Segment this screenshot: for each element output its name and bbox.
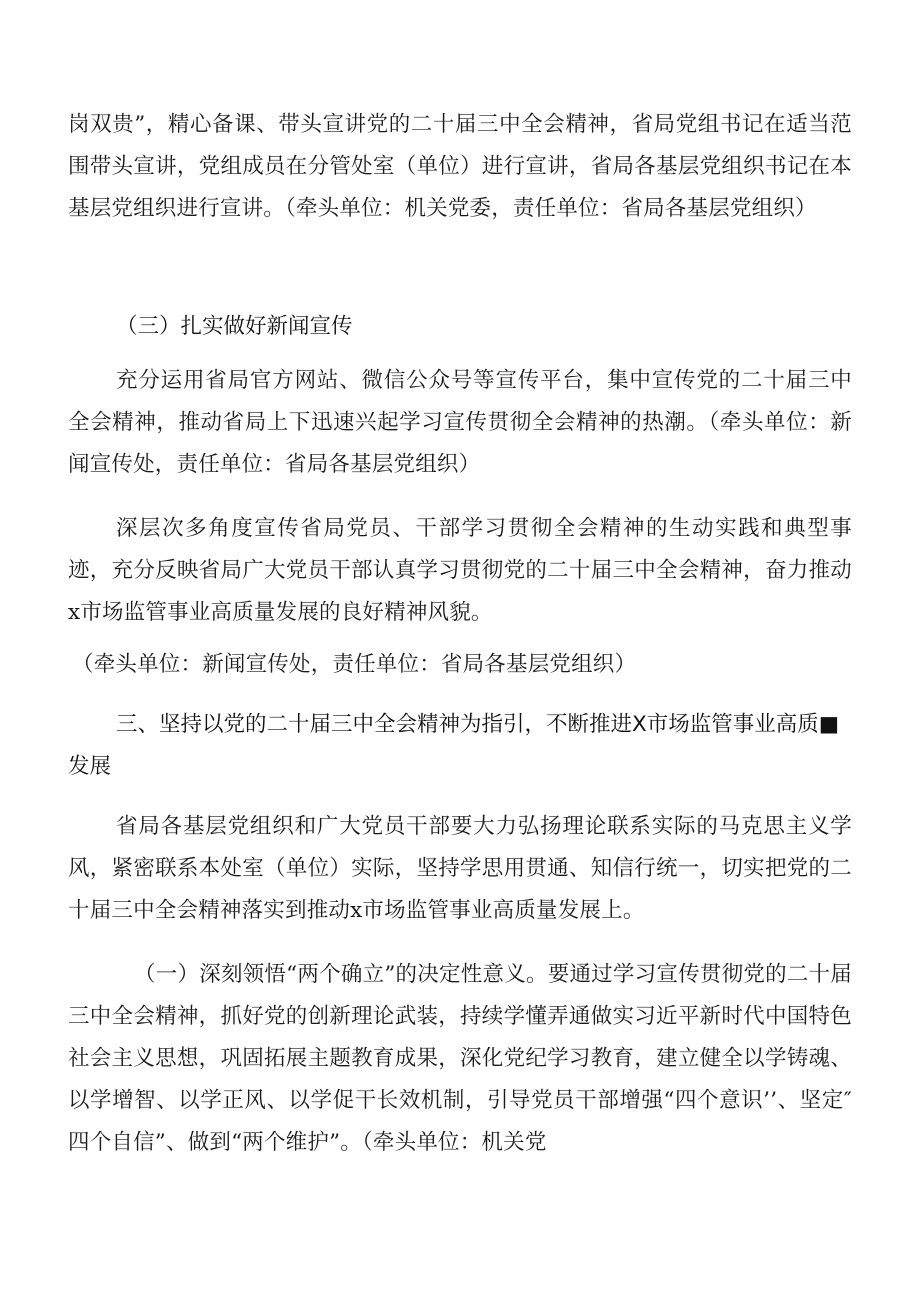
paragraph-party-study-style: 省局各基层党组织和广大党员干部要大力弘扬理论联系实际的马克思主义学风，紧密联系本处室（单位）实际，坚持学思用贯通、知信行统一，切实把党的二十届三中全会精神落实到推动x市场监管事业高质量发展上。 [68,814,852,923]
paragraph-two-establishments: （一）深刻领悟“两个确立”的决定性意义。要通过学习宣传贯彻党的二十届三中全会精神，抓好党的创新理论武装，持续学懂弄通做实习近平新时代中国特色社会主义思想，巩固拓展主题教育成果，深化党纪学习教育，建立健全以学铸魂、以学增智、以学正风、以学促干长效机制，引导党员干部增强“四个意识’’、坚定″四个自信”、做到“两个维护”。（牵头单位：机关党 [68,962,852,1155]
subheading-news-publicity: （三）扎实做好新闻宣传 [116,314,353,339]
paragraph-announcement-continued: 岗双贵”，精心备课、带头宣讲党的二十届三中全会精神，省局党组书记在适当范围带头宣讲，党组成员在分管处室（单位）进行宣讲，省局各基层党组织书记在本基层党组织进行宣讲。（牵头单位：机关党委，责任单位：省局各基层党组织） [68,112,852,221]
section-heading-three: 三、坚持以党的二十届三中全会精神为指引，不断推进X市场监管事业高质■发展 [68,712,840,779]
paragraph-responsible-units: （牵头单位：新闻宣传处，责任单位：省局各基层党组织） [72,652,637,677]
paragraph-publicity-platforms: 充分运用省局官方网站、微信公众号等宣传平台，集中宣传党的二十届三中全会精神，推动省局上下迅速兴起学习宣传贯彻全会精神的热潮。（牵头单位：新闻宣传处，责任单位：省局各基层党组织） [68,368,852,477]
paragraph-typical-deeds: 深层次多角度宣传省局党员、干部学习贯彻全会精神的生动实践和典型事迹，充分反映省局广大党员干部认真学习贯彻党的二十届三中全会精神，奋力推动x市场监管事业高质量发展的良好精神风貌。 [68,516,852,625]
